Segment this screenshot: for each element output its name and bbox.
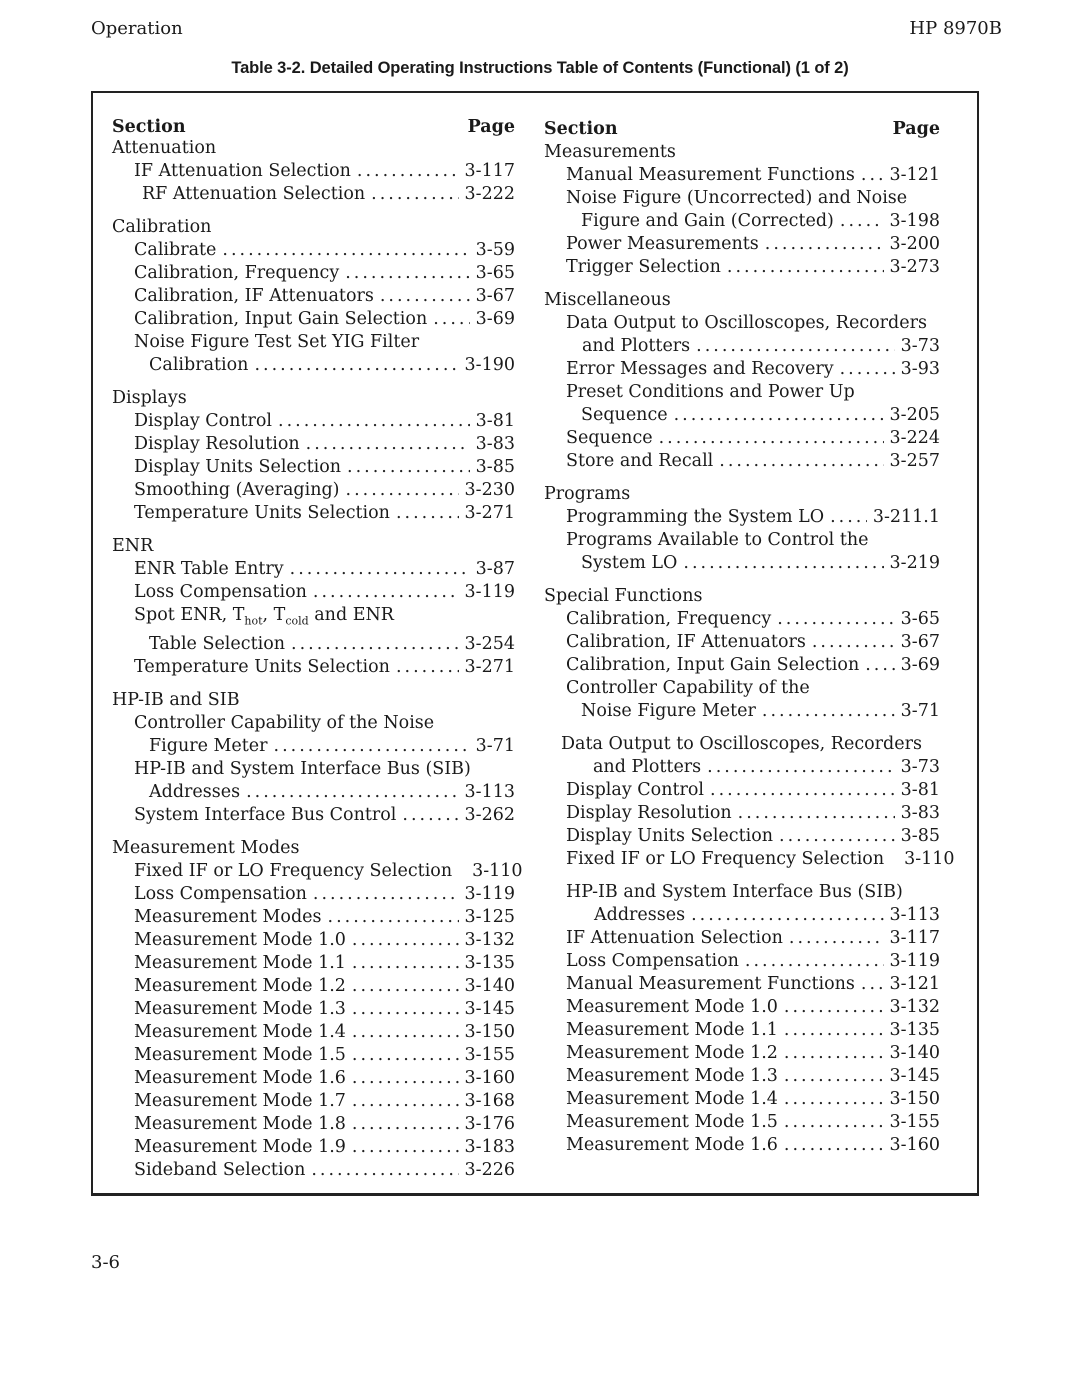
entry-page: 3-273 (889, 257, 940, 277)
entry-label[interactable]: Controller Capability of the (566, 678, 810, 698)
entry-page: 3-150 (464, 1021, 515, 1042)
entry-page: 3-145 (889, 1066, 940, 1086)
entry-label: Error Messages and Recovery (566, 359, 834, 379)
toc-entry[interactable] (112, 262, 515, 285)
toc-entry[interactable] (544, 1134, 940, 1157)
entry-page: 3-254 (464, 633, 515, 654)
toc-entry[interactable] (544, 506, 940, 529)
entry-label: Store and Recall (566, 451, 714, 471)
toc-entry[interactable] (112, 1044, 515, 1067)
toc-entry[interactable] (112, 1090, 515, 1113)
column-header (112, 118, 515, 137)
entry-page: 3-67 (475, 286, 515, 306)
entry-page: 3-271 (464, 503, 515, 523)
entry-page: 3-83 (900, 803, 940, 823)
entry-label[interactable]: Data Output to Oscilloscopes, Recorders (566, 313, 927, 333)
entry-label: IF Attenuation Selection (134, 161, 351, 181)
toc-entry[interactable] (112, 502, 515, 525)
toc-entry[interactable] (112, 1113, 515, 1136)
entry-label: Measurement Mode 1.0 (566, 997, 778, 1017)
toc-entry[interactable] (544, 631, 940, 654)
entry-page: 3-93 (900, 359, 940, 379)
entry-page: 3-155 (464, 1044, 515, 1065)
entry-label[interactable]: HP-IB and System Interface Bus (SIB) (134, 758, 471, 779)
toc-entry[interactable] (112, 1136, 515, 1159)
entry-page: 3-119 (464, 582, 515, 602)
toc-entry[interactable] (112, 1067, 515, 1090)
entry-label: Manual Measurement Functions (566, 165, 855, 185)
toc-entry[interactable] (544, 164, 940, 187)
toc-entry[interactable] (112, 735, 515, 758)
entry-page: 3-150 (889, 1089, 940, 1109)
entry-page: 3-257 (889, 451, 940, 471)
entry-label: Display Control (134, 411, 273, 431)
entry-label: Calibration, Frequency (566, 609, 772, 629)
group-hpib (112, 689, 515, 827)
toc-entry[interactable] (544, 904, 940, 927)
entry-page: 3-230 (464, 480, 515, 500)
entry-label-cont: Figure and Gain (Corrected) (581, 211, 834, 231)
entry-page: 3-205 (889, 405, 940, 425)
entry-page: 3-222 (464, 184, 515, 204)
entry-page: 3-87 (475, 559, 515, 579)
entry-page: 3-135 (889, 1020, 940, 1040)
entry-label: Display Units Selection (134, 457, 342, 477)
section-header: Section (112, 117, 186, 137)
entry-label-cont: and Plotters (593, 757, 702, 777)
running-header-right: HP 8970B (909, 18, 1002, 39)
entry-label: System Interface Bus Control (134, 804, 397, 825)
entry-label: Measurement Mode 1.4 (566, 1089, 778, 1109)
entry-label: Display Resolution (134, 434, 300, 454)
toc-entry[interactable] (544, 210, 940, 233)
entry-label: Sideband Selection (134, 1159, 306, 1180)
entry-page: 3-135 (464, 952, 515, 973)
entry-page: 3-65 (475, 263, 515, 283)
entry-label: Measurement Mode 1.3 (134, 998, 346, 1019)
entry-label[interactable]: Controller Capability of the Noise (134, 712, 435, 733)
group-title: Measurements (544, 142, 676, 162)
entry-page: 3-71 (475, 735, 515, 756)
entry-page: 3-73 (900, 757, 940, 777)
toc-entry[interactable] (544, 1019, 940, 1042)
left-column (112, 117, 523, 1192)
entry-page: 3-271 (464, 656, 515, 677)
toc-entry[interactable] (112, 410, 515, 433)
entry-page: 3-168 (464, 1090, 515, 1111)
toc-entry[interactable] (544, 1042, 940, 1065)
toc-entry[interactable] (544, 654, 940, 677)
entry-page: 3-219 (889, 553, 940, 573)
toc-entry[interactable] (112, 285, 515, 308)
running-header-left: Operation (91, 18, 183, 39)
toc-entry[interactable] (112, 354, 515, 377)
entry-page: 3-262 (464, 804, 515, 825)
toc-entry[interactable] (112, 656, 515, 679)
group-programs (544, 483, 940, 575)
entry-page: 3-119 (464, 883, 515, 904)
entry-label-cont: Noise Figure Meter (581, 701, 756, 721)
right-column (544, 118, 955, 1167)
entry-label: Measurement Mode 1.8 (134, 1113, 346, 1134)
entry-page: 3-59 (475, 240, 515, 260)
group-measurement-modes (112, 837, 523, 1182)
toc-entry[interactable] (112, 479, 515, 502)
entry-page: 3-190 (464, 355, 515, 375)
toc-entry[interactable] (544, 256, 940, 279)
toc-entry[interactable] (544, 233, 940, 256)
toc-entry[interactable] (112, 1021, 515, 1044)
entry-page: 3-69 (900, 655, 940, 675)
entry-label: Measurement Mode 1.1 (566, 1020, 778, 1040)
group-title: Miscellaneous (544, 290, 671, 310)
entry-page: 3-83 (475, 434, 515, 454)
entry-label: Measurement Mode 1.5 (566, 1112, 778, 1132)
group-miscellaneous (544, 289, 940, 473)
toc-entry[interactable] (112, 998, 515, 1021)
label-part: Spot ENR, T (134, 605, 245, 625)
entry-page: 3-71 (900, 701, 940, 721)
group-title: Attenuation (112, 138, 217, 158)
toc-entry[interactable] (544, 996, 940, 1019)
entry-page: 3-85 (900, 826, 940, 846)
entry-label[interactable] (112, 604, 515, 633)
entry-label[interactable]: Noise Figure Test Set YIG Filter (134, 332, 420, 352)
group-title: Measurement Modes (112, 837, 300, 858)
label-part: , T (262, 605, 286, 625)
entry-label[interactable]: Noise Figure (Uncorrected) and Noise (566, 188, 908, 208)
toc-entry[interactable] (544, 552, 940, 575)
entry-label: Measurement Mode 1.4 (134, 1021, 346, 1042)
entry-label: Measurement Mode 1.6 (566, 1135, 778, 1155)
toc-entry[interactable] (112, 883, 515, 906)
group-title: HP-IB and SIB (112, 689, 240, 710)
entry-label: RF Attenuation Selection (142, 184, 366, 204)
entry-page: 3-81 (475, 411, 515, 431)
group-title: Programs (544, 484, 631, 504)
page-header: Page (892, 119, 940, 139)
entry-label: Measurement Mode 1.0 (134, 929, 346, 950)
entry-label: Sequence (566, 428, 653, 448)
entry-page: 3-125 (464, 906, 515, 927)
entry-label: Measurement Mode 1.5 (134, 1044, 346, 1065)
toc-entry[interactable] (112, 1159, 515, 1182)
toc-entry[interactable] (112, 906, 515, 929)
entry-label: Calibration, Input Gain Selection (134, 309, 428, 329)
toc-entry[interactable] (112, 308, 515, 331)
toc-entry[interactable] (112, 804, 515, 827)
entry-label: Power Measurements (566, 234, 759, 254)
toc-entry[interactable] (112, 581, 515, 604)
toc-entry[interactable] (544, 335, 940, 358)
entry-label-cont: Calibration (149, 355, 249, 375)
entry-page: 3-85 (475, 457, 515, 477)
entry-label[interactable]: Programs Available to Control the (566, 530, 869, 550)
toc-entry[interactable] (544, 1088, 940, 1111)
entry-label: Manual Measurement Functions (566, 974, 855, 994)
page-number: 3-6 (91, 1252, 120, 1273)
entry-label: Fixed IF or LO Frequency Selection (134, 860, 453, 881)
entry-label-cont: Sequence (581, 405, 668, 425)
label-part: and ENR (308, 605, 394, 625)
entry-page: 3-226 (464, 1159, 515, 1180)
entry-page: 3-176 (464, 1113, 515, 1134)
entry-label-cont: Table Selection (149, 633, 286, 654)
label-subscript: cold (285, 614, 309, 628)
toc-entry[interactable] (544, 950, 940, 973)
entry-label: Smoothing (Averaging) (134, 480, 340, 500)
entry-page: 3-81 (900, 780, 940, 800)
entry-label[interactable]: Preset Conditions and Power Up (566, 382, 855, 402)
entry-label: Measurement Mode 1.3 (566, 1066, 778, 1086)
toc-entry[interactable] (112, 781, 515, 804)
toc-entry[interactable] (112, 633, 515, 656)
group-title: Calibration (112, 217, 212, 237)
entry-page: 3-117 (889, 928, 940, 948)
entry-page: 3-160 (889, 1135, 940, 1155)
entry-label-cont: Addresses (594, 905, 686, 925)
entry-page: 3-121 (889, 165, 940, 185)
entry-label: Calibration, Input Gain Selection (566, 655, 860, 675)
entry-page: 3-132 (889, 997, 940, 1017)
entry-page: 3-160 (464, 1067, 515, 1088)
toc-entry[interactable] (544, 848, 955, 871)
toc-entry[interactable] (544, 450, 940, 473)
entry-label[interactable]: HP-IB and System Interface Bus (SIB) (566, 882, 903, 902)
toc-entry[interactable] (544, 700, 940, 723)
group-attenuation (112, 137, 515, 206)
group-title: ENR (112, 536, 154, 556)
toc-entry[interactable] (112, 183, 515, 206)
toc-entry[interactable] (544, 358, 940, 381)
entry-label: Measurement Mode 1.2 (566, 1043, 778, 1063)
entry-label: Temperature Units Selection (134, 656, 390, 677)
group-measurements (544, 141, 940, 279)
entry-label: Display Control (566, 780, 705, 800)
entry-label: Measurement Mode 1.9 (134, 1136, 346, 1157)
toc-entry[interactable] (544, 973, 940, 996)
section-header: Section (544, 119, 618, 139)
group-title: Displays (112, 388, 187, 408)
column-header (544, 118, 940, 141)
entry-page: 3-121 (889, 974, 940, 994)
entry-page: 3-211.1 (872, 507, 940, 527)
toc-entry[interactable] (544, 802, 940, 825)
label-subscript: hot (244, 614, 263, 628)
entry-page: 3-67 (900, 632, 940, 652)
entry-page: 3-69 (475, 309, 515, 329)
entry-page: 3-224 (889, 428, 940, 448)
entry-label: Loss Compensation (566, 951, 739, 971)
entry-label: IF Attenuation Selection (566, 928, 783, 948)
entry-label: Measurement Mode 1.6 (134, 1067, 346, 1088)
entry-label: Measurement Mode 1.7 (134, 1090, 346, 1111)
entry-label: Calibration, IF Attenuators (134, 286, 374, 306)
entry-label: Display Resolution (566, 803, 732, 823)
entry-label: Measurement Mode 1.2 (134, 975, 346, 996)
toc-entry[interactable] (112, 160, 515, 183)
entry-label: Loss Compensation (134, 582, 307, 602)
table-caption: Table 3-2. Detailed Operating Instructions Table of Contents (Functional) (1 of 2) (231, 59, 849, 77)
toc-entry[interactable] (112, 952, 515, 975)
group-calibration (112, 216, 515, 377)
toc-entry[interactable] (112, 929, 515, 952)
page-header: Page (467, 117, 515, 137)
entry-page: 3-183 (464, 1136, 515, 1157)
toc-entry[interactable] (112, 456, 515, 479)
toc-entry[interactable] (544, 927, 940, 950)
entry-label: Fixed IF or LO Frequency Selection (566, 849, 885, 869)
toc-entry[interactable] (544, 825, 940, 848)
entry-label: Measurement Mode 1.1 (134, 952, 346, 973)
entry-label: Trigger Selection (566, 257, 721, 277)
toc-entry[interactable] (544, 608, 940, 631)
entry-page: 3-65 (900, 609, 940, 629)
entry-page: 3-117 (464, 161, 515, 181)
entry-label-cont: and Plotters (582, 336, 691, 356)
toc-entry[interactable] (544, 779, 940, 802)
entry-label-cont: Addresses (149, 781, 241, 802)
entry-page: 3-113 (464, 781, 515, 802)
entry-page: 3-110 (904, 849, 955, 869)
entry-label: Display Units Selection (566, 826, 774, 846)
entry-page: 3-132 (464, 929, 515, 950)
entry-label: ENR Table Entry (134, 559, 284, 579)
entry-label: Calibration, IF Attenuators (566, 632, 806, 652)
toc-entry[interactable] (112, 433, 515, 456)
entry-page: 3-119 (889, 951, 940, 971)
entry-page: 3-73 (900, 336, 940, 356)
toc-entry[interactable] (544, 427, 940, 450)
entry-page: 3-113 (889, 905, 940, 925)
group-title: Special Functions (544, 586, 703, 606)
toc-entry[interactable] (112, 239, 515, 262)
entry-page: 3-200 (889, 234, 940, 254)
entry-page: 3-140 (889, 1043, 940, 1063)
group-displays (112, 387, 515, 525)
entry-label-cont: Figure Meter (149, 735, 268, 756)
toc-entry[interactable] (544, 1065, 940, 1088)
entry-label: Programming the System LO (566, 507, 825, 527)
entry-label: Measurement Modes (134, 906, 322, 927)
entry-page: 3-198 (889, 211, 940, 231)
entry-label: Loss Compensation (134, 883, 307, 904)
toc-entry[interactable] (544, 404, 940, 427)
group-enr (112, 535, 515, 679)
group-special-functions (544, 585, 955, 1157)
entry-label[interactable]: Data Output to Oscilloscopes, Recorders (561, 734, 922, 754)
entry-label: Calibrate (134, 240, 217, 260)
entry-label-cont: System LO (581, 553, 678, 573)
toc-entry[interactable] (544, 1111, 940, 1134)
toc-entry[interactable] (544, 756, 940, 779)
toc-entry[interactable] (112, 860, 523, 883)
entry-page: 3-110 (472, 860, 523, 881)
entry-page: 3-145 (464, 998, 515, 1019)
entry-label: Calibration, Frequency (134, 263, 340, 283)
entry-page: 3-155 (889, 1112, 940, 1132)
toc-entry[interactable] (112, 558, 515, 581)
toc-entry[interactable] (112, 975, 515, 998)
entry-page: 3-140 (464, 975, 515, 996)
entry-label: Temperature Units Selection (134, 503, 390, 523)
